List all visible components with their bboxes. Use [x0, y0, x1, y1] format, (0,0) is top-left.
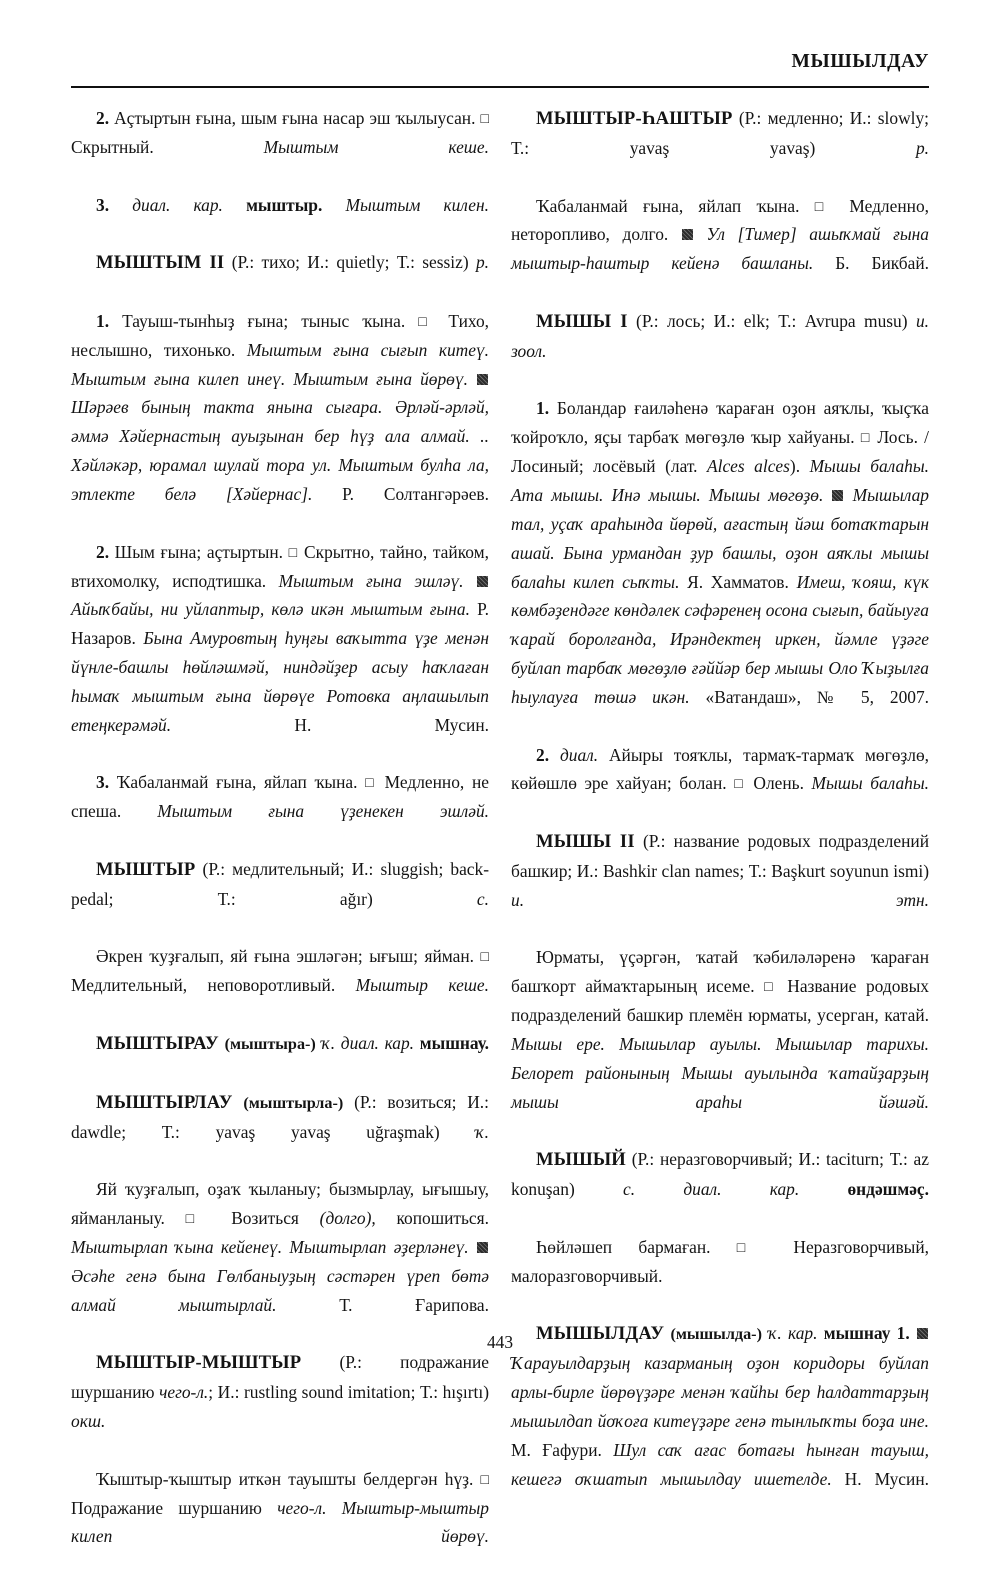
entry-mishildau: МЫШЫЛДАУ (мышылда-) ҡ. кар. мышнау 1. Ҡарауылдарҙың казарманың оҙон коридоры буйлап арлы-бирле йөрөүҙәре менән ҡайһы бер һалдаттарҙың мышылдап йоҡоға китеүҙәре генә тынлыҡты боҙа ине. М. Ғафури. Шул саҡ ағас ботағы һынған тауыш, кешегә оҡшатып мышылдау ишетелде. Н. Мусин.: [511, 1323, 929, 1489]
header-rule: [71, 86, 929, 88]
stem-mishtirlau: (мыштырла-): [243, 1093, 344, 1112]
headword-mishi-1: МЫШЫ I: [536, 310, 628, 332]
sense-mishtim-2-2: 2. Шым ғына; аçтыртын. □ Скрытно, тайно, тайком, втихомолку, исподтишка. Мыштым ғына эшләү. Айыҡбайы, ни уйлаптыр, көлә икән мыштым ғына. Р. Назаров. Бына Амуровтың һуңғы ваҡытта үҙе менән йүнле-башлы һөйләшмәй, ниндәйҙер асыу һаҡлаған һымаҡ мыштым ғына йөрөүе Ротовка аңлашылып етеңкерәмәй. Н. Мусин.: [71, 541, 490, 735]
headword-mishtirau: МЫШТЫРАУ: [96, 1033, 219, 1054]
open-square-marker: □: [480, 950, 489, 966]
page-number: 443: [486, 1332, 514, 1352]
open-square-marker: □: [814, 199, 835, 215]
headword-mishtirlau: МЫШТЫРЛАУ: [96, 1091, 233, 1113]
headword-mishi-2: МЫШЫ II: [536, 831, 635, 853]
headword-mishtir-hashtir: МЫШТЫР-ҺАШТЫР: [536, 108, 733, 129]
entry-mishtim-1-sense3: 3. диал. кар. мыштыр. Мыштым килен.: [96, 194, 489, 215]
open-square-marker: □: [860, 431, 872, 447]
citation-square-marker: [477, 374, 488, 385]
crossref-ondashmash: өндәшмәç.: [847, 1179, 929, 1200]
headword-mishildau: МЫШЫЛДАУ: [536, 1323, 665, 1345]
headword-mishiy: МЫШЫЙ: [536, 1149, 626, 1171]
sense-mishi-1-2: 2. диал. Айыры тояҡлы, тармаҡ-тармаҡ мөгөҙлө, көйөшлө эре хайуан; болан. □ Олень. Мышы балаһы.: [511, 744, 929, 794]
sense-mishtim-2-3: 3. Ҡабаланмай ғына, яйлап ҡына. □ Медленно, не спеша. Мыштым ғына үҙенекен эшләй.: [71, 772, 489, 822]
open-square-marker: □: [185, 1212, 211, 1228]
entry-mishiy: МЫШЫЙ (Р.: неразговорчивый; И.: taciturn; Т.: az konuşan) с. диал. кар. өндәшмәç.: [511, 1149, 929, 1200]
open-square-marker: □: [764, 980, 778, 996]
body-mishiy: Һөйләшеп бармаған. □ Неразговорчивый, малоразговорчивый.: [511, 1236, 929, 1286]
entry-mishtirlau: МЫШТЫРЛАУ (мыштырла-) (Р.: возиться; И.: dawdle; Т.: yavaş yavaş uğraşmak) ҡ.: [71, 1091, 489, 1142]
citation-square-marker: [682, 229, 693, 240]
citation-square-marker: [832, 490, 843, 501]
running-head: МЫШЫЛДАУ: [791, 51, 929, 72]
headword-mishtir: МЫШТЫР: [96, 858, 196, 880]
sense-mishtim-2-1: 1. Тауыш-тынһыҙ ғына; тыныс ҡына. □ Тихо, неслышно, тихонько. Мыштым ғына сығып китеү. Мыштым ғына килеп инеү. Мыштым ғына йөрөү. Шәрәев бының такта янына сығара. Әрләй-әрләй, әммә Хәйернастың ауыҙынан бер һүҙ ала алмай. .. Хәйләкәр, юрамал шулай тора ул. Мыштым булһа ла, этлекте белә [Хәйернас]. Р. Солтангәрәев.: [71, 310, 489, 504]
entry-mishtir-mishtir: МЫШТЫР-МЫШТЫР (Р.: подражание шуршанию чего-л.; И.: rustling sound imitation; Т.: hışırtı) окш.: [71, 1352, 489, 1431]
headword-mishtir-mishtir: МЫШТЫР-МЫШТЫР: [96, 1352, 302, 1374]
open-square-marker: □: [734, 777, 746, 793]
citation-square-marker: [477, 576, 488, 587]
headword-mishtim-2: МЫШТЫМ II: [96, 252, 225, 274]
body-mishtirlau: Яй ҡуҙғалып, оҙаҡ ҡыланыу; бызмырлау, ығышыу, яйманланыу. □ Возиться (долго), копошиться. Мыштырлап ҡына кейенеү. Мыштырлап әҙерләнеү. Әсәһе генә бына Гөлбаныуҙың сәстәрен үреп бөтә алмай мыштырлай. Т. Ғарипова.: [71, 1179, 489, 1315]
citation-square-marker: [477, 1242, 488, 1253]
open-square-marker: □: [418, 314, 436, 330]
entry-mishi-2: МЫШЫ II (Р.: название родовых подразделений башкир; И.: Bashkir clan names; Т.: Başkurt soyunun ismi) и. этн.: [511, 831, 929, 910]
body-mishtir-mishtir: Ҡыштыр-ҡыштыр иткән тауышты белдергән һүҙ. □ Подражание шуршанию чего-л. Мыштыр-мыштыр килеп йөрөү.: [71, 1468, 489, 1547]
open-square-marker: □: [480, 112, 489, 127]
crossref-mishnau-1: мышнау 1.: [823, 1323, 910, 1344]
stem-mishildau: (мышылда-): [670, 1325, 762, 1344]
entry-mishtir: МЫШТЫР (Р.: медлительный; И.: sluggish; back-pedal; Т.: ağır) с.: [71, 858, 489, 909]
left-column: [71, 104, 489, 1580]
open-square-marker: □: [288, 545, 299, 561]
right-column: [511, 104, 929, 1522]
entry-mishtirau: МЫШТЫРАУ (мыштыра-) ҡ. диал. кар. мышнау.: [96, 1033, 490, 1054]
stem-mishtirau: (мыштыра-): [224, 1035, 316, 1053]
entry-mishi-1: МЫШЫ I (Р.: лось; И.: elk; Т.: Avrupa musu) и. зоол.: [511, 310, 929, 361]
body-mishtir-hashtir: Ҡабаланмай ғына, яйлап ҡына. □ Медленно, неторопливо, долго. Ул [Тимер] ашыҡмай ғына мыштыр-һаштыр кейенә башланы. Б. Бикбай.: [511, 195, 929, 274]
open-square-marker: □: [736, 1240, 768, 1256]
body-mishtir: Әкрен ҡуҙғалып, яй ғына эшләгән; ығыш; яйман. □ Медлительный, неповоротливый. Мыштыр кеше.: [71, 946, 489, 996]
entry-mishtim-1-sense2: 2. Аçтыртын ғына, шым ғына насар эш ҡылыусан. □ Скрытный. Мыштым кеше.: [71, 108, 489, 157]
entry-mishtir-hashtir: МЫШТЫР-ҺАШТЫР (Р.: медленно; И.: slowly; Т.: yavaş yavaş) р.: [511, 108, 929, 158]
body-mishi-2: Юрматы, үçәргән, ҡатай ҡәбиләләренә ҡараған башҡорт аймаҡтарының исеме. □ Название родовых подразделений башкир племён юрматы, усерган, катай. Мышы ере. Мышылар ауылы. Мышылар тарихы. Белорет районының Мышы ауылында ҡатайҙарҙың мышы араһы йәшәй.: [511, 947, 929, 1112]
crossref-mishnau: мышнау.: [419, 1033, 490, 1053]
sense-mishi-1-1: 1. Боландар ғаиләһенә ҡараған оҙон аяҡлы, ҡыçҡа ҡойроҡло, яçы тарбаҡ мөгөҙлө ҡыр хайуаны. □ Лось. / Лосиный; лосёвый (лат. Alces alces). Мышы балаһы. Ата мышы. Инә мышы. Мышы мөгөҙө. Мышылар тал, уçаҡ араһында йөрөй, ағастың йәш ботаҡтарын ашай. Бына урмандан ҙур башлы, оҙон аяҡлы мышы балаһы килеп сыҡты. Я. Хамматов. Имеш, ҡояш, күк көмбәҙендәге көндәлек сәфәренең осона сығып, байыуға ҡарай боролғанда, Ирәндектең иркен, йәмле үҙәге буйлап тарбаҡ мөгөҙлө ғәййәр бер мышы Оло Ҡыҙылға һыулауға төшә икән. «Ватандаш», № 5, 2007.: [511, 398, 929, 707]
open-square-marker: □: [365, 776, 377, 792]
entry-mishtim-2: МЫШТЫМ II (Р.: тихо; И.: quietly; Т.: sessiz) р.: [96, 252, 489, 274]
open-square-marker: □: [480, 1472, 489, 1488]
